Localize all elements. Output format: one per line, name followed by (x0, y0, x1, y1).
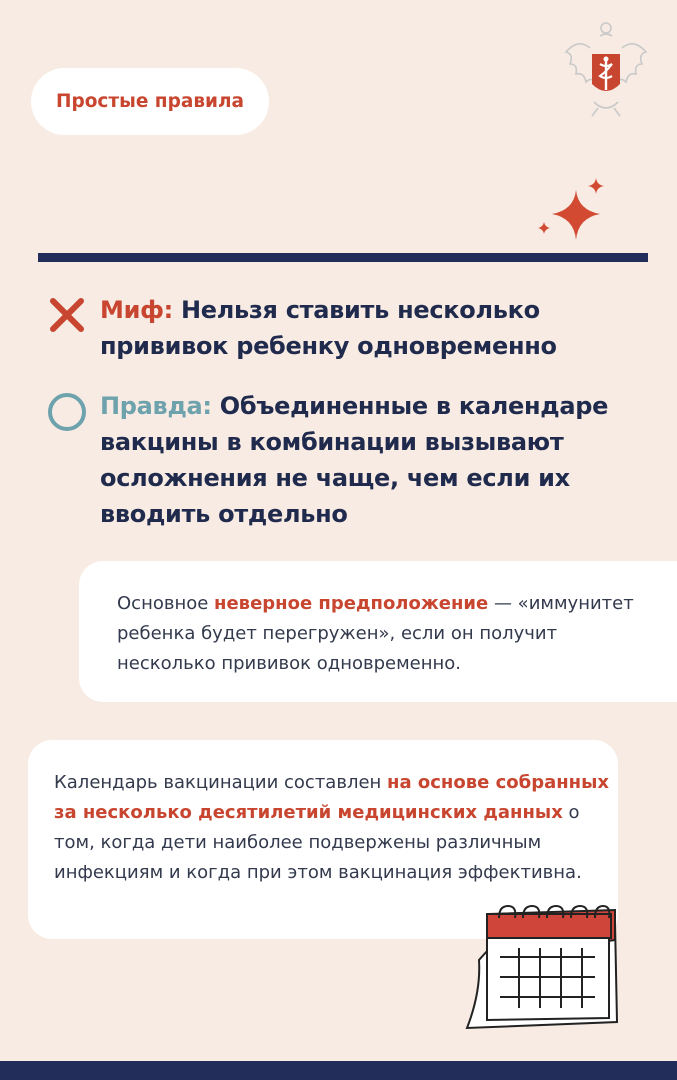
cross-icon (48, 296, 86, 334)
truth-label: Правда: (100, 392, 212, 420)
sparkles-decoration-icon (530, 176, 616, 252)
misconception-text (117, 589, 657, 679)
calendar-info-highlight: на основе собранных за несколько десятилетий медицинских данных (54, 772, 609, 823)
circle-icon (46, 391, 88, 433)
calendar-info-text-end: о том, когда дети наиболее подвержены различным инфекциям и когда при этом вакцинация эффективна. (54, 802, 582, 883)
calendar-info-text (54, 768, 614, 888)
misconception-text-end: — «иммунитет ребенка будет перегружен», если он получит несколько прививок одновременно. (117, 593, 634, 674)
myth-statement (100, 292, 640, 364)
bottom-bar (0, 1061, 677, 1080)
ministry-emblem-icon (560, 18, 652, 118)
badge-label: Простые правила (55, 91, 245, 112)
myth-text: Нельзя ставить несколько прививок ребенку одновременно (100, 296, 557, 360)
misconception-card (79, 561, 677, 702)
section-divider (38, 253, 648, 262)
misconception-text-start: Основное (117, 593, 215, 614)
misconception-highlight: неверное предположение (214, 593, 489, 614)
truth-statement (100, 388, 640, 532)
simple-rules-badge (31, 68, 269, 135)
calendar-info-text-start: Календарь вакцинации составлен (54, 772, 388, 793)
truth-text: Объединенные в календаре вакцины в комбинации вызывают осложнения не чаще, чем если их вводить отдельно (100, 392, 609, 528)
calendar-icon (445, 900, 625, 1030)
myth-label: Миф: (100, 296, 173, 324)
